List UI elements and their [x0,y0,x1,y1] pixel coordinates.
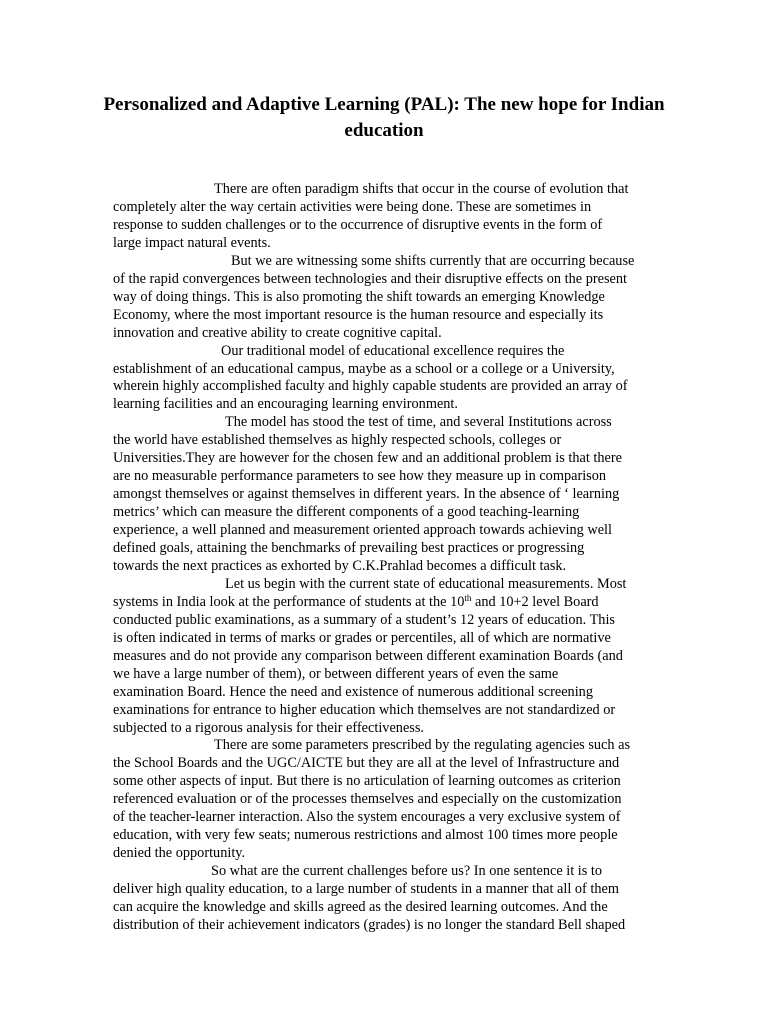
body-line: referenced evaluation or of the processes themselves and especially on the customization [113,791,622,808]
body-line: Economy, where the most important resource is the human resource and especially its [113,306,604,323]
body-line: education, with very few seats; numerous restrictions and almost 100 times more people [113,827,618,844]
body-line: The model has stood the test of time, and several Institutions across [225,414,612,431]
body-line: innovation and creative ability to create cognitive capital. [113,324,442,341]
body-line: defined goals, attaining the benchmarks of prevailing best practices or progressing [113,540,585,556]
body-line: we have a large number of them), or between different years of even the same [113,665,559,682]
body-line: large impact natural events. [113,234,271,251]
body-line: the School Boards and the UGC/AICTE but they are all at the level of Infrastructure and [113,755,620,772]
body-line: amongst themselves or against themselves in different years. In the absence of ‘ learning [113,486,620,503]
body-line: measures and do not provide any comparison between different examination Boards (and [113,647,623,664]
body-line: are no measurable performance parameters to see how they measure up in comparison [113,468,607,485]
body-line: wherein highly accomplished faculty and highly capable students are provided an array of [113,378,628,395]
body-line: Our traditional model of educational excellence requires the [221,342,565,359]
body-line: But we are witnessing some shifts currently that are occurring because [231,252,635,269]
body-line: deliver high quality education, to a large number of students in a manner that all of them [113,881,619,897]
body-line: response to sudden challenges or to the occurrence of disruptive events in the form of [113,216,603,233]
body-line: completely alter the way certain activities were being done. These are sometimes in [113,198,592,215]
body-line: Let us begin with the current state of educational measurements. Most [225,575,627,592]
body-line: denied the opportunity. [113,845,246,862]
body-line: conducted public examinations, as a summary of a student’s 12 years of education. This [113,611,615,628]
body-line: establishment of an educational campus, maybe as a school or a college or a University, [113,360,615,377]
body-line: Universities.They are however for the chosen few and an additional problem is that there [113,450,622,467]
body-line: examinations for entrance to higher education which themselves are not standardized or [113,701,616,718]
body-line: towards the next practices as exhorted by C.K.Prahlad becomes a difficult task. [113,558,567,574]
body-line: is often indicated in terms of marks or grades or percentiles, all of which are normative [113,629,611,646]
body-line: can acquire the knowledge and skills agreed as the desired learning outcomes. And the [113,899,608,915]
body-line: metrics’ which can measure the different components of a good teaching-learning [113,504,580,521]
body-line: of the rapid convergences between technologies and their disruptive effects on the present [113,270,627,287]
body-line: So what are the current challenges before us? In one sentence it is to [211,863,603,880]
body-line: There are often paradigm shifts that occur in the course of evolution that [214,181,629,197]
body-line: distribution of their achievement indicators (grades) is no longer the standard Bell shaped [113,916,626,933]
body-line: the world have established themselves as highly respected schools, colleges or [113,432,562,449]
body-line: learning facilities and an encouraging learning environment. [113,396,458,413]
body-line: some other aspects of input. But there is no articulation of learning outcomes as criterion [113,773,621,790]
document-title: Personalized and Adaptive Learning (PAL): The new hope for Indian education [103,94,665,141]
body-line: way of doing things. This is also promoting the shift towards an emerging Knowledge [113,288,605,305]
body-line: of the teacher-learner interaction. Also the system encourages a very exclusive system of [113,809,621,826]
body-line: subjected to a rigorous analysis for their effectiveness. [113,719,424,736]
body-line [113,593,599,611]
body-line: There are some parameters prescribed by the regulating agencies such as [214,737,631,754]
body-text: and 10+2 level Board [471,593,599,610]
body-text: systems in India look at the performance of students at the 10 [113,593,465,610]
body-line: experience, a well planned and measurement oriented approach towards achieving well [113,522,612,538]
body-line: examination Board. Hence the need and existence of numerous additional screening [113,683,593,700]
superscript: th [464,592,472,603]
